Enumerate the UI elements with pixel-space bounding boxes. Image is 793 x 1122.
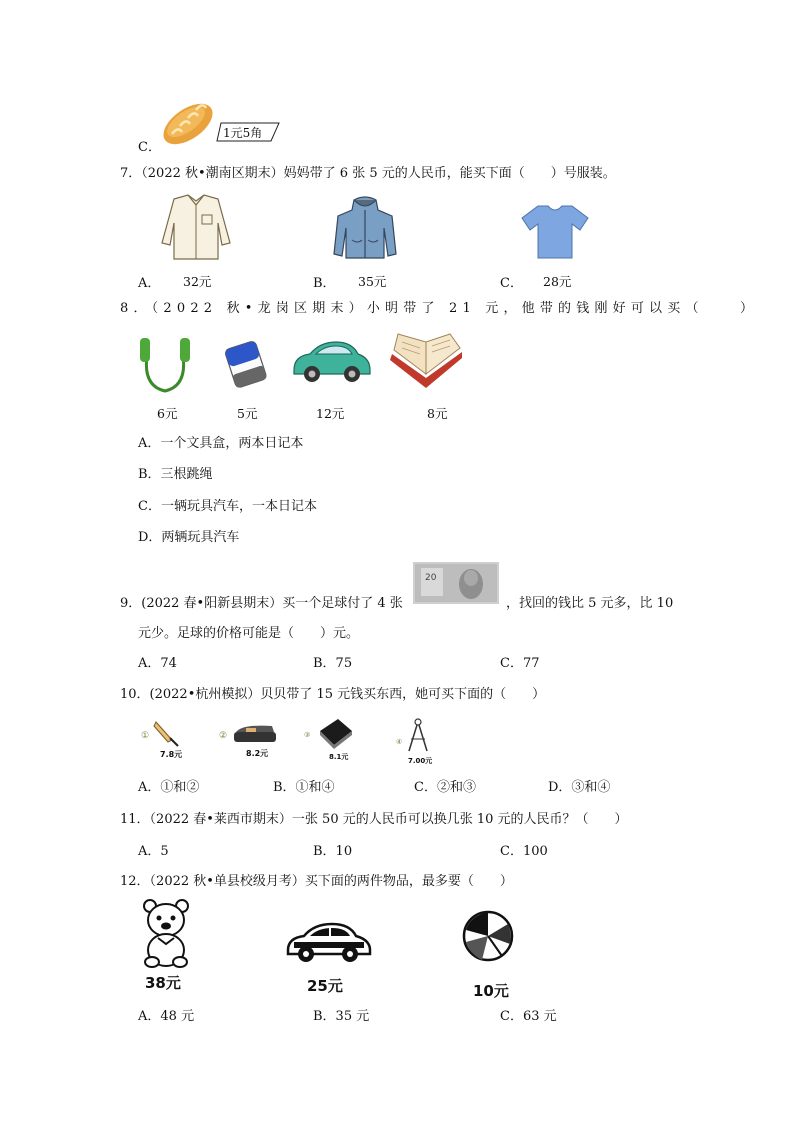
tshirt-icon — [520, 204, 590, 260]
q11-option-a[interactable]: A．5 — [138, 844, 169, 859]
item-1-number: ① — [141, 731, 150, 741]
q12-option-c[interactable]: C．63 元 — [500, 1009, 557, 1024]
q7-option-a[interactable]: A． — [138, 276, 161, 291]
stapler-price: 8.2元 — [246, 749, 269, 758]
ball-icon — [462, 910, 514, 962]
q8-option-d[interactable]: D．两辆玩具汽车 — [138, 530, 240, 545]
q7-option-c[interactable]: C． — [500, 276, 523, 291]
teddy-bear-price: 38元 — [145, 974, 181, 992]
toy-car-price: 12元 — [316, 406, 345, 421]
pencil-case-price: 5元 — [237, 406, 258, 421]
q10-option-c[interactable]: C．②和③ — [414, 780, 476, 795]
compass-icon — [405, 717, 431, 755]
jacket-price: 35元 — [358, 274, 387, 289]
stapler-icon — [232, 722, 278, 744]
tshirt-price: 28元 — [543, 274, 572, 289]
q8-option-a[interactable]: A．一个文具盒，两本日记本 — [138, 436, 304, 451]
jump-rope-icon — [135, 336, 195, 396]
ball-price: 10元 — [473, 982, 509, 1000]
q9-option-c[interactable]: C．77 — [500, 656, 540, 671]
shirt-icon — [160, 193, 232, 263]
q7-option-b[interactable]: B． — [313, 276, 336, 291]
q9-stem-line2: 元少。足球的价格可能是（ ）元。 — [138, 626, 360, 641]
q10-option-b[interactable]: B．①和④ — [273, 780, 335, 795]
q12-stem: 12．（2022 秋•单县校级月考）买下面的两件物品，最多要（ ） — [120, 874, 513, 889]
toy-car-price: 25元 — [307, 977, 343, 995]
book-icon — [316, 717, 354, 749]
shirt-price: 32元 — [183, 274, 212, 289]
jacket-icon — [332, 196, 398, 262]
banknote-20-yuan-icon — [413, 558, 499, 608]
item-3-number: ③ — [304, 731, 311, 739]
bread-icon — [160, 96, 220, 152]
q9-option-a[interactable]: A．74 — [138, 656, 177, 671]
q12-option-a[interactable]: A．48 元 — [138, 1009, 195, 1024]
item-2-number: ② — [219, 731, 228, 741]
notebook-price: 8元 — [427, 406, 448, 421]
q6-option-c-letter: C． — [138, 140, 161, 155]
pencil-case-icon — [222, 338, 272, 392]
q9-stem-part2: ，找回的钱比 5 元多，比 10 — [506, 596, 674, 611]
bread-price: 1元5角 — [223, 126, 263, 140]
q9-stem-part1: 9．(2022 春•阳新县期末）买一个足球付了 4 张 — [120, 596, 403, 611]
q11-option-b[interactable]: B．10 — [313, 844, 353, 859]
fountain-pen-icon — [150, 718, 180, 748]
svg-text:20: 20 — [425, 573, 437, 583]
toy-car-icon — [290, 340, 372, 386]
q10-option-d[interactable]: D．③和④ — [548, 780, 611, 795]
toy-car-icon — [284, 920, 372, 966]
q11-stem: 11．（2022 春•莱西市期末）一张 50 元的人民币可以换几张 10 元的人民币？（ ） — [120, 812, 628, 827]
item-4-number: ④ — [396, 738, 403, 746]
q10-stem: 10．(2022•杭州模拟）贝贝带了 15 元钱买东西，她可买下面的（ ） — [120, 687, 546, 702]
q12-option-b[interactable]: B．35 元 — [313, 1009, 370, 1024]
q9-option-b[interactable]: B．75 — [313, 656, 353, 671]
q8-option-b[interactable]: B．三根跳绳 — [138, 467, 213, 482]
compass-price: 7.00元 — [408, 757, 433, 765]
notebook-icon — [386, 334, 466, 390]
jump-rope-price: 6元 — [157, 406, 178, 421]
q10-option-a[interactable]: A．①和② — [138, 780, 200, 795]
q11-option-c[interactable]: C．100 — [500, 844, 548, 859]
q7-stem: 7．（2022 秋•潮南区期末）妈妈带了 6 张 5 元的人民币，能买下面（ ）号服装。 — [120, 166, 616, 181]
book-price: 8.1元 — [329, 753, 349, 761]
teddy-bear-icon — [140, 898, 192, 970]
q8-stem: 8．（2022 秋•龙岗区期末）小明带了 21 元，他带的钱刚好可以买（ ） — [120, 301, 759, 316]
q8-option-c[interactable]: C．一辆玩具汽车，一本日记本 — [138, 499, 317, 514]
pen-price: 7.8元 — [160, 750, 183, 759]
